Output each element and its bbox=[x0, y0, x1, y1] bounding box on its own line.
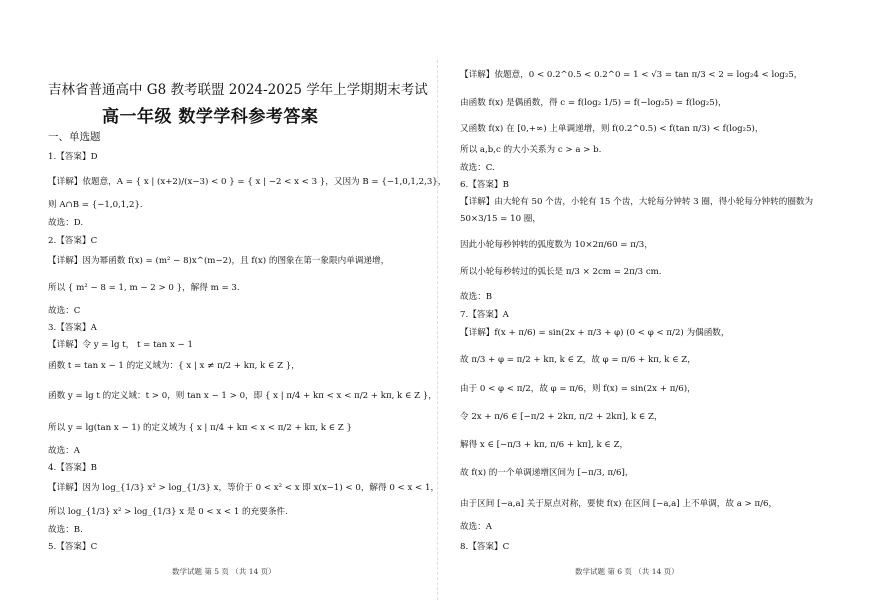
explanation-line: 【详解】令 y = lg t， t = tan x − 1 bbox=[48, 340, 193, 350]
explanation-line: 因此小轮每秒钟转的弧度数为 10×2π/60 = π/3， bbox=[460, 240, 653, 250]
answer-line: 3.【答案】A bbox=[48, 323, 97, 333]
answer-line: 6.【答案】B bbox=[460, 180, 509, 190]
page-footer: 数学试题 第 6 页 （共 14 页） bbox=[575, 567, 679, 576]
explanation-line: 由于 0 < φ < π/2，故 φ = π/6，则 f(x) = sin(2x + π/6)， bbox=[460, 384, 696, 394]
explanation-line: 【详解】由大轮有 50 个齿，小轮有 15 个齿，大轮每分钟转 3 圈，得小轮每分钟转的圈数为 bbox=[460, 197, 814, 207]
section-heading: 一、单选题 bbox=[48, 131, 101, 143]
page-divider bbox=[437, 60, 438, 600]
page-footer: 数学试题 第 5 页 （共 14 页） bbox=[172, 567, 276, 576]
answer-line: 8.【答案】C bbox=[460, 542, 510, 552]
answer-line: 4.【答案】B bbox=[48, 463, 97, 473]
explanation-line: 则 A∩B = {−1,0,1,2}. bbox=[48, 200, 143, 210]
explanation-line: 所以 { m² − 8 = 1, m − 2 > 0 }，解得 m = 3. bbox=[48, 283, 240, 293]
explanation-line: 50×3/15 = 10 圈， bbox=[460, 214, 541, 224]
answer-line: 5.【答案】C bbox=[48, 542, 98, 552]
explanation-line: 【详解】依题意，0 < 0.2^0.5 < 0.2^0 = 1 < √3 = tan π/3 < 2 = log₂4 < log₂5， bbox=[460, 70, 803, 80]
explanation-line: 故 f(x) 的一个单调递增区间为 [−π/3, π/6]， bbox=[460, 468, 634, 478]
explanation-line: 解得 x ∈ [−π/3 + kπ, π/6 + kπ], k ∈ Z， bbox=[460, 440, 629, 450]
answer-key-heading: 高一年级 数学学科参考答案 bbox=[102, 107, 319, 127]
explanation-line: 由函数 f(x) 是偶函数，得 c = f(log₂ 1/5) = f(−log₂5) = f(log₂5)， bbox=[460, 98, 727, 108]
choice-line: 故选：D. bbox=[48, 218, 84, 228]
explanation-line: 令 2x + π/6 ∈ [−π/2 + 2kπ, π/2 + 2kπ], k ∈ Z， bbox=[460, 412, 663, 422]
answer-line: 2.【答案】C bbox=[48, 236, 98, 246]
choice-line: 故选：B. bbox=[48, 525, 83, 535]
explanation-line: 函数 t = tan x − 1 的定义域为：{ x | x ≠ π/2 + kπ, k ∈ Z }， bbox=[48, 361, 300, 371]
choice-line: 故选：A bbox=[48, 446, 80, 456]
explanation-line: 所以 a,b,c 的大小关系为 c > a > b. bbox=[460, 145, 602, 155]
explanation-line: 【详解】因为幂函数 f(x) = (m² − 8)x^(m−2)，且 f(x) 的图象在第一象限内单调递增， bbox=[48, 256, 390, 266]
choice-line: 故选：B bbox=[460, 292, 493, 302]
choice-line: 故选：A bbox=[460, 522, 492, 532]
answer-line: 7.【答案】A bbox=[460, 310, 509, 320]
explanation-line: 由于区间 [−a,a] 关于原点对称，要使 f(x) 在区间 [−a,a] 上不单调，故 a > π/6， bbox=[460, 499, 778, 509]
explanation-line: 又函数 f(x) 在 [0,+∞) 上单调递增，则 f(0.2^0.5) < f(tan π/3) < f(log₂5)， bbox=[460, 124, 764, 134]
explanation-line: 【详解】依题意，A = { x | (x+2)/(x−3) < 0 } = { x | −2 < x < 3 }，又因为 B = {−1,0,1,2,3}， bbox=[48, 177, 447, 187]
explanation-line: 所以 log_{1/3} x² > log_{1/3} x 是 0 < x < 1 的充要条件. bbox=[48, 507, 288, 517]
explanation-line: 所以 y = lg(tan x − 1) 的定义域为 { x | π/4 + kπ < x < π/2 + kπ, k ∈ Z } bbox=[48, 423, 352, 433]
choice-line: 故选：C. bbox=[460, 163, 495, 173]
choice-line: 故选：C bbox=[48, 306, 81, 316]
explanation-line: 【详解】f(x + π/6) = sin(2x + π/3 + φ) (0 < φ < π/2) 为偶函数， bbox=[460, 328, 730, 338]
explanation-line: 故 π/3 + φ = π/2 + kπ, k ∈ Z，故 φ = π/6 + kπ, k ∈ Z， bbox=[460, 355, 696, 365]
explanation-line: 【详解】因为 log_{1/3} x² > log_{1/3} x，等价于 0 < x² < x 即 x(x−1) < 0，解得 0 < x < 1， bbox=[48, 483, 440, 493]
explanation-line: 所以小轮每秒转过的弧长是 π/3 × 2cm = 2π/3 cm. bbox=[460, 267, 662, 277]
explanation-line: 函数 y = lg t 的定义域：t > 0，则 tan x − 1 > 0，即 { x | π/4 + kπ < x < π/2 + kπ, k ∈ Z }， bbox=[48, 391, 437, 401]
exam-title: 吉林省普通高中 G8 教考联盟 2024-2025 学年上学期期末考试 bbox=[48, 82, 428, 98]
answer-line: 1.【答案】D bbox=[48, 152, 98, 162]
right-page bbox=[445, 0, 865, 614]
